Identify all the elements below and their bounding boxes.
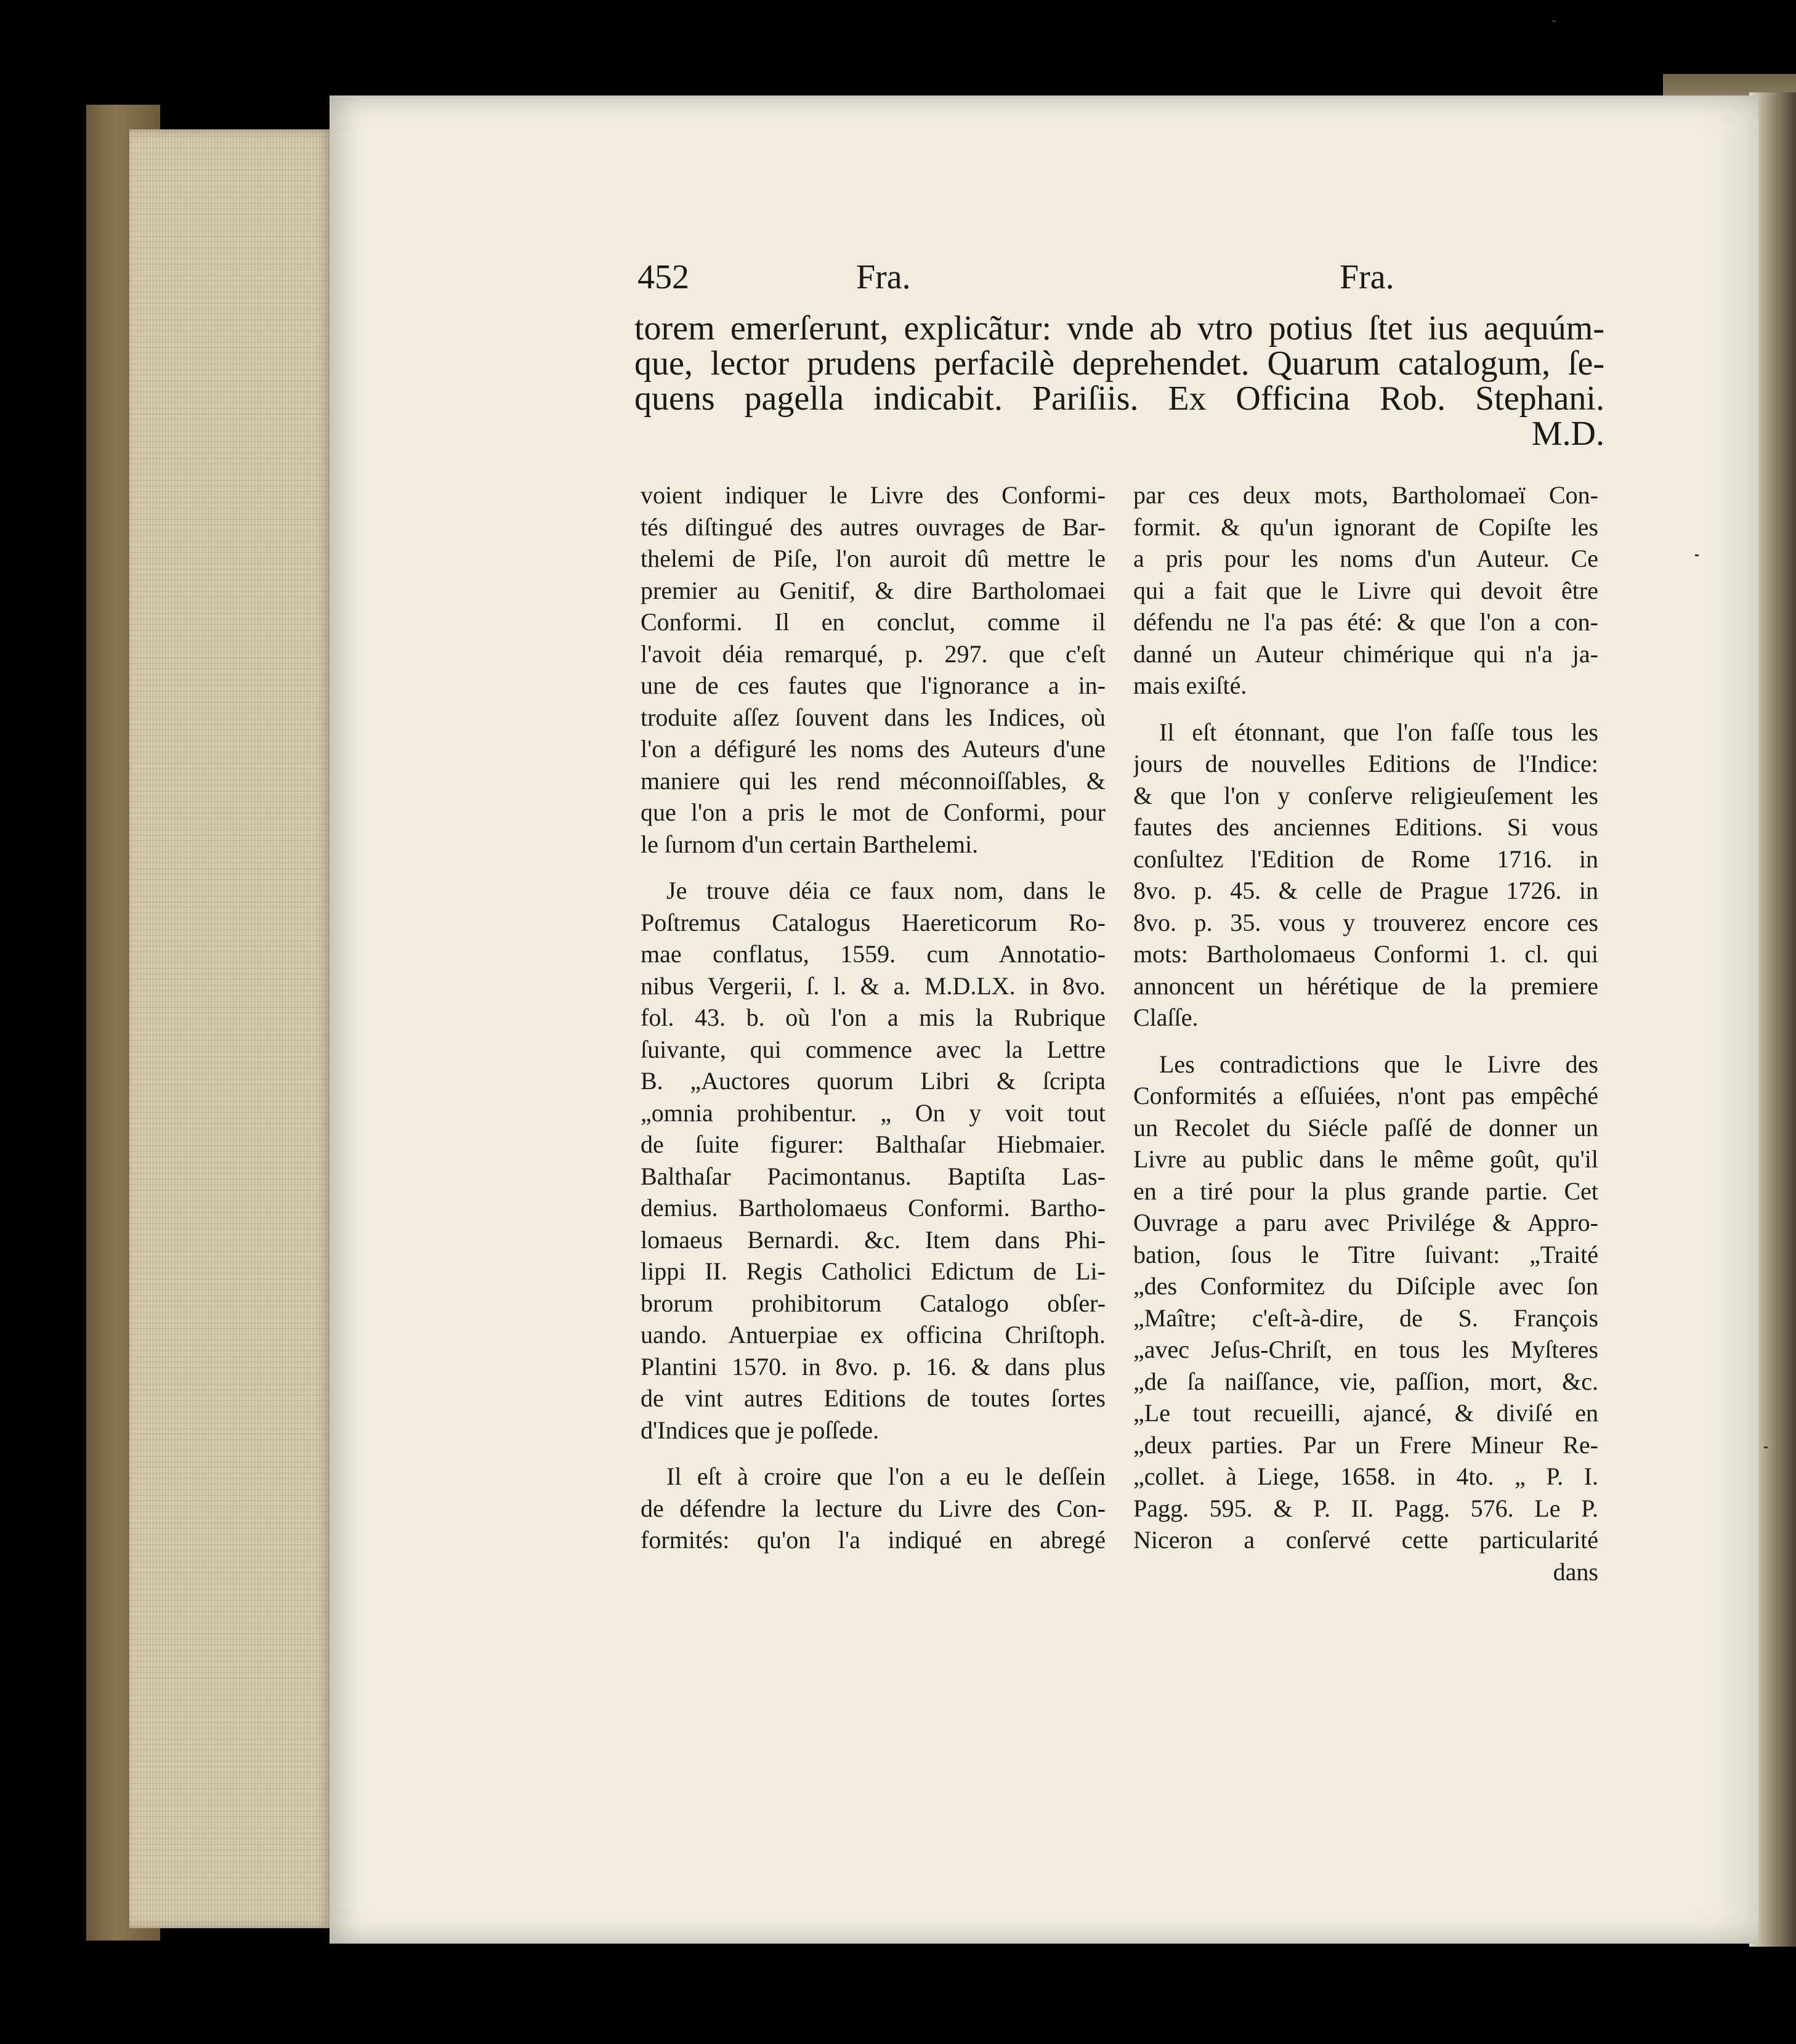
text-line: ſuivante, qui commence avec la Lettre xyxy=(641,1035,1106,1063)
left-column xyxy=(641,479,1106,1556)
text-line: Les contradictions que le Livre des xyxy=(1159,1050,1598,1078)
text-line: mais exiſté. xyxy=(1133,671,1247,699)
text-line: jours de nouvelles Editions de l'Indice: xyxy=(1133,750,1598,777)
text-line: B. „Auctores quorum Libri & ſcripta xyxy=(641,1067,1106,1095)
running-head-right: Fra. xyxy=(1340,258,1394,296)
text-line: Plantini 1570. in 8vo. p. 16. & dans plus xyxy=(641,1352,1106,1381)
text-line: Balthaſar Pacimontanus. Baptiſta Las- xyxy=(641,1162,1106,1190)
text-line: Il eſt à croire que l'on a eu le deſſein xyxy=(666,1462,1106,1490)
text-line: Conformi. Il en conclut, comme il xyxy=(641,608,1106,636)
text-line: 8vo. p. 45. & celle de Prague 1726. in xyxy=(1133,877,1598,904)
text-line: de ſuite figurer: Balthaſar Hiebmaier. xyxy=(641,1130,1106,1158)
text-line: lomaeus Bernardi. &c. Item dans Phi- xyxy=(641,1225,1106,1254)
text-line: „Maître; c'eſt-à-dire, de S. François xyxy=(1133,1304,1598,1332)
text-line: Poſtremus Catalogus Haereticorum Ro- xyxy=(641,908,1106,936)
text-line: uando. Antuerpiae ex officina Chriſtoph. xyxy=(641,1321,1106,1348)
text-line: tés diſtingué des autres ouvrages de Bar- xyxy=(641,513,1106,541)
text-line: le ſurnom d'un certain Barthelemi. xyxy=(641,830,979,858)
text-line: formit. & qu'un ignorant de Copiſte les xyxy=(1133,513,1598,541)
text-line: 8vo. p. 35. vous y trouverez encore ces xyxy=(1133,908,1598,936)
text-line: l'on a défiguré les noms des Auteurs d'une xyxy=(641,735,1106,763)
text-line: thelemi de Piſe, l'on auroit dû mettre le xyxy=(641,545,1106,572)
text-line: Claſſe. xyxy=(1133,1004,1199,1031)
text-line: d'Indices que je poſſede. xyxy=(641,1416,880,1444)
page-blemish xyxy=(1764,1446,1768,1448)
text-line: en a tiré pour la plus grande partie. Cet xyxy=(1133,1177,1598,1205)
text-line: que l'on a pris le mot de Conformi, pour xyxy=(641,798,1106,826)
paragraph xyxy=(641,479,1106,860)
text-line: Pagg. 595. & P. II. Pagg. 576. Le P. xyxy=(1133,1494,1598,1522)
text-line: Livre au public dans le même goût, qu'il xyxy=(1133,1145,1598,1173)
text-line: brorum prohibitorum Catalogo obſer- xyxy=(641,1289,1106,1317)
text-line: qui a fait que le Livre qui devoit être xyxy=(1133,576,1598,604)
text-line: Il eſt étonnant, que l'on faſſe tous les xyxy=(1159,718,1598,746)
text-line: défendu ne l'a pas été: & que l'on a con- xyxy=(1133,608,1598,636)
lead-line: quens pagella indicabit. Pariſiis. Ex Officina Rob. Stephani. xyxy=(634,379,1604,418)
text-line: demius. Bartholomaeus Conformi. Bartho- xyxy=(641,1194,1106,1222)
text-line: a pris pour les noms d'un Auteur. Ce xyxy=(1133,545,1598,572)
text-line: Conformités a eſſuiées, n'ont pas empêché xyxy=(1133,1082,1598,1109)
lead-line: M.D. xyxy=(1531,415,1604,453)
text-line: „de ſa naiſſance, vie, paſſion, mort, &c. xyxy=(1133,1367,1598,1395)
right-column xyxy=(1133,479,1598,1588)
text-line: mots: Bartholomaeus Conformi 1. cl. qui xyxy=(1133,940,1598,968)
text-line: voient indiquer le Livre des Conformi- xyxy=(641,481,1106,509)
text-line: „deux parties. Par un Frere Mineur Re- xyxy=(1133,1430,1598,1459)
text-line: Je trouve déia ce faux nom, dans le xyxy=(666,877,1106,904)
text-line: lippi II. Regis Catholici Edictum de Li- xyxy=(641,1257,1106,1285)
text-line: de défendre la lecture du Livre des Con- xyxy=(641,1494,1106,1522)
text-line: danné un Auteur chimérique qui n'a ja- xyxy=(1133,639,1598,668)
text-line: Niceron a conſervé cette particularité xyxy=(1133,1526,1598,1554)
text-line: par ces deux mots, Bartholomaeï Con- xyxy=(1133,481,1598,509)
page-blemish xyxy=(1695,554,1699,556)
text-line: Ouvrage a paru avec Privilége & Appro- xyxy=(1133,1209,1598,1236)
text-line: fol. 43. b. où l'on a mis la Rubrique xyxy=(641,1004,1106,1031)
text-line: „omnia prohibentur. „ On y voit tout xyxy=(641,1098,1106,1127)
paragraph xyxy=(1133,479,1598,702)
text-line: mae conflatus, 1559. cum Annotatio- xyxy=(641,940,1106,968)
text-line: troduite aſſez ſouvent dans les Indices, où xyxy=(641,703,1106,731)
text-line: l'avoit déia remarqué, p. 297. que c'eſt xyxy=(641,639,1106,668)
text-line: nibus Vergerii, ſ. l. & a. M.D.LX. in 8vo. xyxy=(641,971,1106,1000)
text-line: un Recolet du Siécle paſſé de donner un xyxy=(1133,1113,1598,1142)
text-line: „collet. à Liege, 1658. in 4to. „ P. I. xyxy=(1133,1462,1598,1490)
text-line: „avec Jeſus-Chriſt, en tous les Myſteres xyxy=(1133,1336,1598,1363)
text-line: bation, ſous le Titre ſuivant: „Traité xyxy=(1133,1240,1598,1268)
text-line: fautes des anciennes Editions. Si vous xyxy=(1133,813,1598,841)
text-line: „des Conformitez du Diſciple avec ſon xyxy=(1133,1272,1598,1300)
text-line: une de ces fautes que l'ignorance a in- xyxy=(641,671,1106,699)
lead-line: que, lector prudens perfacilè deprehendet. Quarum catalogum, ſe- xyxy=(634,344,1604,383)
paragraph xyxy=(1133,1048,1598,1588)
paragraph xyxy=(1133,716,1598,1034)
text-line: conſultez l'Edition de Rome 1716. in xyxy=(1133,845,1598,873)
page-blemish xyxy=(1552,20,1556,22)
text-line: de vint autres Editions de toutes ſortes xyxy=(641,1384,1106,1412)
text-line: & que l'on y conſerve religieuſement les xyxy=(1133,781,1598,809)
paragraph xyxy=(641,875,1106,1446)
lead-paragraph xyxy=(634,311,1604,452)
paragraph xyxy=(641,1461,1106,1556)
page-number: 452 xyxy=(637,258,689,296)
text-line: „Le tout recueilli, ajancé, & diviſé en xyxy=(1133,1399,1598,1427)
catchword: dans xyxy=(1553,1557,1598,1586)
text-line: annoncent un hérétique de la premiere xyxy=(1133,971,1598,1000)
text-line: premier au Genitif, & dire Bartholomaei xyxy=(641,576,1106,604)
page-edges-texture xyxy=(129,129,333,1928)
lead-line: torem emerſerunt, explicãtur: vnde ab vtro potius ſtet ius aequúm- xyxy=(634,309,1604,347)
running-head-left: Fra. xyxy=(856,258,911,296)
text-line: maniere qui les rend méconnoiſſables, & xyxy=(641,766,1106,795)
text-line: formités: qu'on l'a indiqué en abregé xyxy=(641,1526,1106,1554)
